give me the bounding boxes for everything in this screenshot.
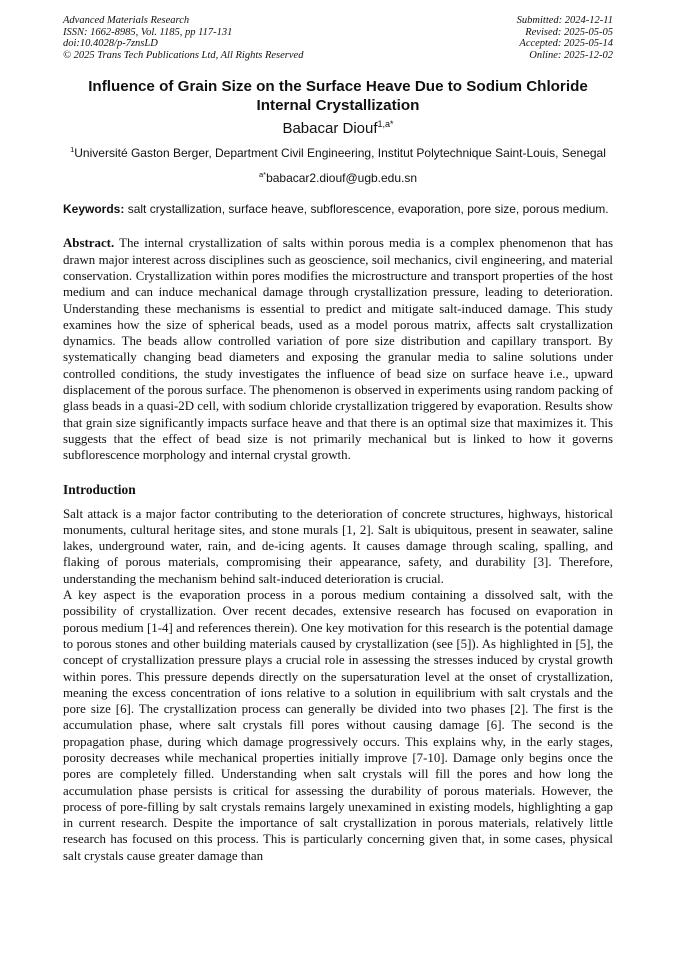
author-email (63, 171, 613, 186)
header-left (63, 15, 303, 61)
journal-name: Advanced Materials Research (63, 15, 190, 26)
introduction-heading: Introduction (63, 481, 136, 497)
affiliation (63, 146, 613, 162)
abstract-label: Abstract. (63, 236, 115, 251)
paper-page (63, 15, 613, 864)
abstract-text: The internal crystallization of salts within porous media is a complex phenomenon that has drawn major interest across disciplines such as geoscience, soil mechanics, civil engineering, and material conservation. Crystallization within pores modifies the microstructure and transport properties of the host medium and can induce mechanical damage through crystallization pressure, leading to deterioration. Understanding these mechanisms is essential to predict and mitigate salt-induced damage. This study examines how the size of spherical beads, used as a model porous matrix, affects salt crystallization dynamics. The beads allow controlled variation of pore size distribution and capillary transport. By systematically changing bead diameters and exposing the granular media to saline solutions under controlled conditions, the study investigates the influence of bead size on surface heave i.e., upward displacement of the porous surface. The phenomenon is observed in experiments using random packing of glass beads in a quasi-2D cell, with sodium chloride crystallization triggered by evaporation. Results show that grain size significantly impacts surface heave and that there is an optimal size that maximizes it. This suggests that the effect of bead size is not primarily mechanical but is linked to how it governs subflorescence morphology and internal crystal growth. (63, 236, 613, 463)
journal-issn: ISSN: 1662-8985, Vol. 1185, pp 117-131 (63, 26, 233, 38)
date-online: Online: 2025-12-02 (529, 49, 613, 61)
keywords-text: salt crystallization, surface heave, subflorescence, evaporation, pore size, porous medium. (127, 201, 609, 216)
journal-copyright: © 2025 Trans Tech Publications Ltd, All Rights Reserved (63, 49, 304, 61)
keywords-label: Keywords: (63, 201, 125, 216)
introduction-paragraph: Salt attack is a major factor contributing to the deterioration of concrete structures, highways, historical monuments, cultural heritage sites, and stone murals [1, 2]. Salt is ubiquitous, present in seawater, saline lakes, underground water, rain, and de-icing agents. It causes damage through scaling, spalling, and flaking of porous materials, compromising their appearance, safety, and durability [3]. Therefore, understanding the mechanism behind salt-induced deterioration is crucial. (63, 506, 613, 586)
abstract (63, 235, 613, 463)
paper-title: Influence of Grain Size on the Surface Heave Due to Sodium Chloride Internal Crystallization (88, 78, 588, 115)
affiliation-superscript: 1 (70, 145, 75, 155)
email-superscript: a* (258, 169, 267, 179)
author-line (63, 119, 613, 138)
journal-doi: doi:10.4028/p-7znsLD (63, 38, 158, 50)
introduction-paragraph: A key aspect is the evaporation process in a porous medium containing a dissolved salt, with the possibility of crystallization. Over recent decades, extensive research has focused on evaporation in porous medium [1-4] and references therein). One key motivation for this research is the potential damage to porous stones and other building materials caused by crystallization (see [5]). As highlighted in [5], the concept of crystallization pressure plays a crucial role in assessing the stresses induced by crystal growth within pores. This pressure depends directly on the supersaturation level at the onset of crystallization, meaning the excess concentration of ions relative to a solution in equilibrium with salt crystals and the pore size [6]. The crystallization process can generally be divided into two phases [2]. The first is the accumulation phase, where salt crystals fill pores without causing damage [6]. The second is the propagation phase, during which damage progressively occurs. This explains why, in the early stages, porosity decreases while mechanical properties initially improve [7-10]. Damage only begins once the pores are completely filled. Understanding when salt crystals will fill the pores and how long the accumulation phase persists is critical for assessing the durability of porous materials. However, the process of pore-filling by salt crystals remains largely unexamined in existing models, highlighting a gap in current research. Despite the importance of salt crystallization in porous materials, relatively little research has focused on this process. This is particularly concerning given that, in some cases, physical salt crystals cause greater damage than (63, 588, 613, 863)
date-revised: Revised: 2025-05-05 (525, 26, 613, 38)
header-right (517, 15, 613, 61)
keywords (63, 202, 613, 218)
journal-header (63, 15, 613, 61)
affiliation-text: Université Gaston Berger, Department Civil Engineering, Institut Polytechnique Saint-Louis, Senegal (74, 146, 606, 161)
email-address[interactable]: babacar2.diouf@ugb.edu.sn (266, 170, 418, 185)
author-name: Babacar Diouf (282, 120, 378, 138)
date-submitted: Submitted: 2024-12-11 (516, 15, 613, 26)
author-superscript: 1,a* (377, 119, 394, 130)
date-accepted: Accepted: 2025-05-14 (519, 38, 613, 50)
